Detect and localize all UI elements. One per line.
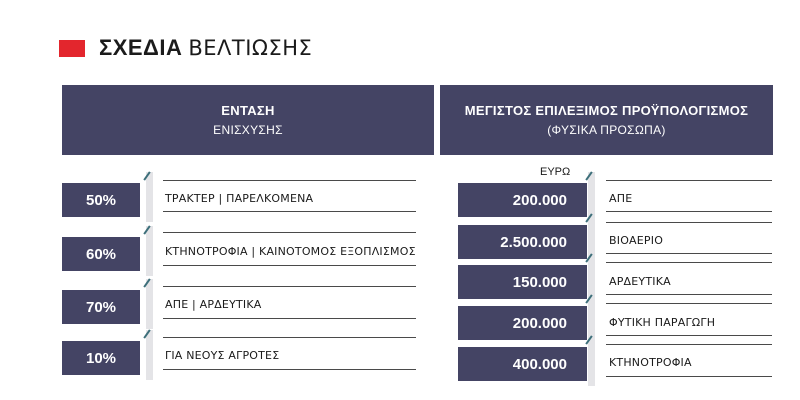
row-divider: [146, 172, 154, 222]
left-row-value: 70%: [62, 290, 140, 324]
row-line-bottom: [606, 253, 772, 254]
row-line-bottom: [163, 211, 416, 212]
row-line-bottom: [163, 318, 416, 319]
row-line-bottom: [163, 265, 416, 266]
left-row-value: 50%: [62, 183, 140, 217]
page-title: [59, 35, 312, 61]
left-row-value: 60%: [62, 237, 140, 271]
unit-label: ΕΥΡΩ: [540, 166, 571, 178]
row-line-bottom: [606, 376, 772, 377]
right-row-value: 400.000: [458, 347, 587, 381]
left-row-label: ΤΡΑΚΤΕΡ | ΠΑΡΕΛΚΟΜΕΝΑ: [165, 192, 314, 205]
left-row-label: ΚΤΗΝΟΤΡΟΦΙΑ | ΚΑΙΝΟΤΟΜΟΣ ΕΞΟΠΛΙΣΜΟΣ: [165, 245, 416, 258]
row-line-top: [606, 180, 772, 181]
right-row-value: 150.000: [458, 265, 587, 299]
right-row-label: ΑΡΔΕΥΤΙΚΑ: [609, 275, 671, 288]
left-header: [62, 85, 434, 155]
title-light: ΒΕΛΤΙΩΣΗΣ: [188, 36, 313, 60]
row-line-bottom: [606, 294, 772, 295]
right-row-value: 2.500.000: [458, 225, 587, 259]
row-divider: [146, 279, 154, 329]
row-line-bottom: [606, 211, 772, 212]
left-header-line2: ΕΝΙΣΧΥΣΗΣ: [213, 123, 283, 137]
left-row-label: ΓΙΑ ΝΕΟΥΣ ΑΓΡΟΤΕΣ: [165, 349, 280, 362]
row-line-bottom: [606, 335, 772, 336]
row-line-top: [606, 303, 772, 304]
title-bold: ΣΧΕΔΙΑ: [99, 35, 183, 60]
row-line-top: [606, 222, 772, 223]
row-line-bottom: [163, 369, 416, 370]
row-divider: [588, 336, 596, 386]
left-header-line1: ΕΝΤΑΣΗ: [221, 103, 275, 118]
row-line-top: [163, 180, 416, 181]
row-line-top: [606, 262, 772, 263]
right-row-value: 200.000: [458, 306, 587, 340]
right-header: [440, 85, 773, 155]
row-line-top: [163, 337, 416, 338]
right-row-label: ΒΙΟΑΕΡΙΟ: [609, 234, 664, 247]
left-row-label: ΑΠΕ | ΑΡΔΕΥΤΙΚΑ: [165, 298, 262, 311]
right-header-line1: ΜΕΓΙΣΤΟΣ ΕΠΙΛΕΞΙΜΟΣ ΠΡΟΫΠΟΛΟΓΙΣΜΟΣ: [464, 103, 749, 118]
right-row-value: 200.000: [458, 183, 587, 217]
row-divider: [146, 330, 154, 380]
right-header-line2: (ΦΥΣΙΚΑ ΠΡΟΣΩΠΑ): [547, 123, 666, 137]
right-row-label: ΚΤΗΝΟΤΡΟΦΙΑ: [609, 356, 692, 369]
right-row-label: ΦΥΤΙΚΗ ΠΑΡΑΓΩΓΗ: [609, 316, 716, 329]
row-line-top: [606, 344, 772, 345]
red-square-icon: [59, 40, 85, 57]
row-line-top: [163, 232, 416, 233]
row-divider: [146, 226, 154, 276]
right-row-label: ΑΠΕ: [609, 192, 633, 205]
row-line-top: [163, 286, 416, 287]
left-row-value: 10%: [62, 341, 140, 375]
